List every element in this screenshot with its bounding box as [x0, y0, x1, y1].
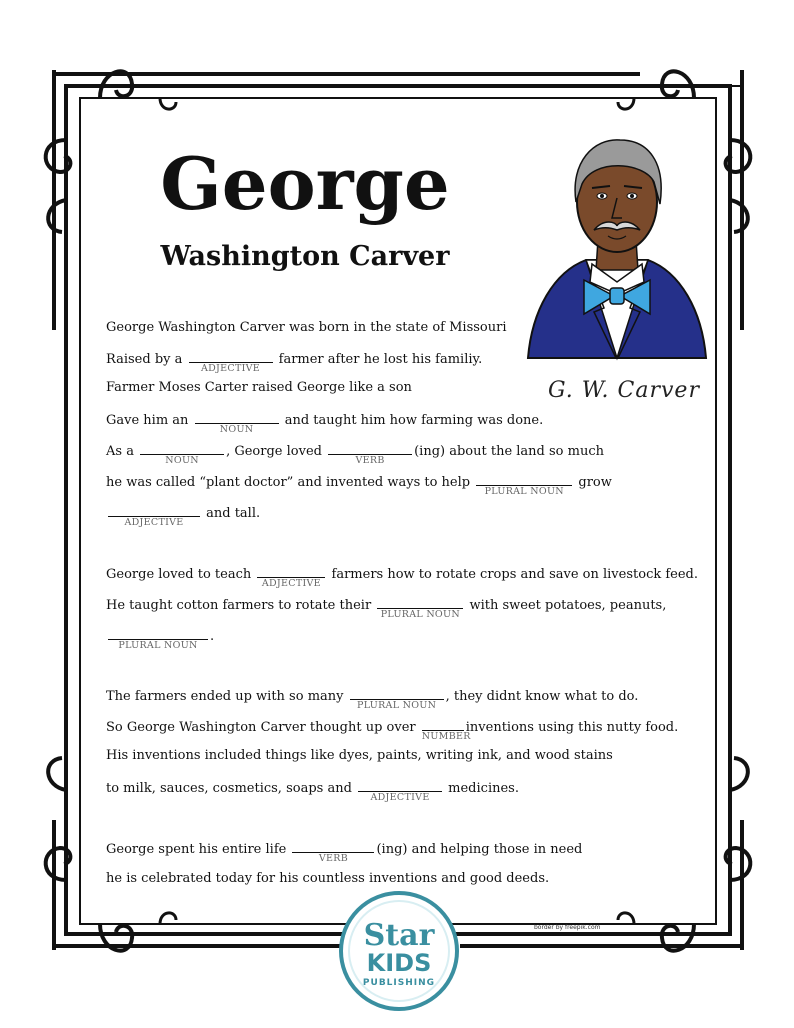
page-subtitle: Washington Carver	[160, 241, 450, 272]
line-text: he is celebrated today for his countless inventions and good deeds.	[106, 871, 550, 886]
blank-hint: ADJECTIVE	[370, 792, 430, 803]
line-text: he was called “plant doctor” and invented ways to help	[106, 475, 475, 490]
line-text: (ing) about the land so much	[414, 444, 604, 459]
border-credit: border by freepik.com	[534, 924, 601, 931]
blank-hint: VERB	[318, 853, 349, 864]
blank-hint: VERB	[355, 455, 385, 466]
line-text: with sweet potatoes, peanuts,	[465, 598, 667, 613]
page-title: George	[160, 141, 450, 226]
madlib-line	[106, 777, 519, 803]
blank-field[interactable]	[476, 471, 572, 497]
blank-hint: PLURAL NOUN	[118, 640, 198, 651]
blank-hint: NOUN	[219, 424, 254, 435]
madlib-line	[106, 746, 613, 766]
svg-text:PUBLISHING: PUBLISHING	[362, 978, 436, 988]
line-text: and tall.	[202, 506, 261, 521]
line-text: grow	[574, 475, 612, 490]
blank-field[interactable]	[421, 716, 471, 742]
line-text: inventions using this nutty food.	[465, 720, 679, 735]
line-text: , they didnt know what to do.	[445, 689, 639, 704]
svg-text:KIDS: KIDS	[366, 949, 432, 977]
blank-field[interactable]	[292, 838, 374, 864]
madlib-line	[106, 716, 679, 742]
line-text: medicines.	[444, 781, 519, 796]
blank-field[interactable]	[189, 348, 273, 374]
blank-hint: ADJECTIVE	[261, 578, 321, 589]
blank-field[interactable]	[140, 440, 224, 466]
line-text: farmers how to rotate crops and save on livestock feed.	[327, 567, 699, 582]
line-text: As a	[106, 444, 139, 459]
madlib-line	[106, 471, 612, 497]
blank-hint: ADJECTIVE	[124, 517, 184, 528]
signature: G. W. Carver	[548, 378, 700, 403]
madlib-line	[106, 348, 483, 374]
madlib-line	[106, 625, 215, 651]
blank-hint: PLURAL NOUN	[357, 700, 437, 711]
madlib-line	[106, 318, 506, 338]
line-text: George loved to teach	[106, 567, 256, 582]
blank-field[interactable]	[350, 685, 444, 711]
portrait-illustration	[524, 132, 710, 368]
blank-hint: PLURAL NOUN	[484, 486, 564, 497]
line-text: , George loved	[226, 444, 327, 459]
line-text: Raised by a	[106, 352, 187, 367]
svg-text:Star: Star	[363, 918, 435, 953]
star-kids-publishing-logo	[337, 889, 461, 1013]
blank-field[interactable]	[108, 625, 208, 651]
line-text: farmer after he lost his familiy.	[274, 352, 483, 367]
blank-field[interactable]	[328, 440, 412, 466]
line-text: .	[210, 629, 215, 644]
madlib-line	[106, 869, 549, 889]
madlib-line	[106, 502, 261, 528]
blank-field[interactable]	[377, 594, 463, 620]
line-text: His inventions included things like dyes, paints, writing ink, and wood stains	[106, 748, 613, 763]
blank-hint: PLURAL NOUN	[380, 609, 460, 620]
line-text: and taught him how farming was done.	[280, 413, 544, 428]
blank-field[interactable]	[358, 777, 442, 803]
line-text: He taught cotton farmers to rotate their	[106, 598, 376, 613]
line-text: Farmer Moses Carter raised George like a son	[106, 380, 412, 395]
madlib-line	[106, 594, 667, 620]
madlib-line	[106, 563, 699, 589]
madlib-line	[106, 378, 412, 398]
line-text: Gave him an	[106, 413, 193, 428]
blank-field[interactable]	[257, 563, 325, 589]
blank-field[interactable]	[195, 409, 279, 435]
madlib-line	[106, 685, 639, 711]
madlib-line	[106, 440, 604, 466]
line-text: George Washington Carver was born in the state of Missouri	[106, 320, 507, 335]
blank-field[interactable]	[108, 502, 200, 528]
line-text: So George Washington Carver thought up over	[106, 720, 420, 735]
blank-hint: NUMBER	[421, 731, 471, 742]
line-text: George spent his entire life	[106, 842, 291, 857]
madlib-line	[106, 409, 544, 435]
blank-hint: NOUN	[165, 455, 199, 466]
line-text: to milk, sauces, cosmetics, soaps and	[106, 781, 357, 796]
line-text: (ing) and helping those in need	[376, 842, 583, 857]
madlib-line	[106, 838, 583, 864]
blank-hint: ADJECTIVE	[200, 363, 261, 374]
line-text: The farmers ended up with so many	[106, 689, 348, 704]
